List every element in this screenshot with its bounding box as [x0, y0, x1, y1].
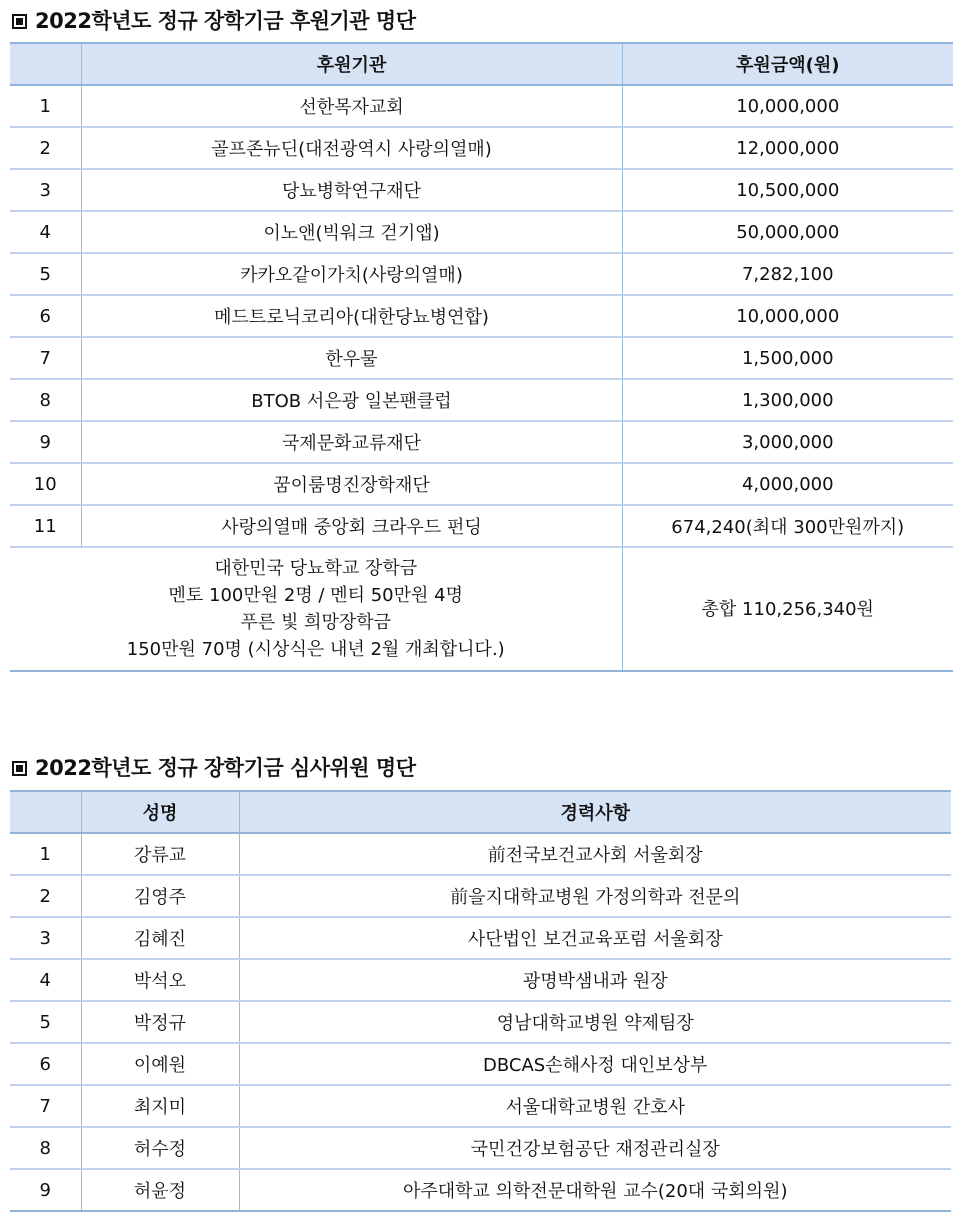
row-number: 2 [10, 127, 81, 169]
sponsor-org: 이노앤(빅워크 걷기앱) [81, 211, 622, 253]
row-number: 9 [10, 1169, 81, 1211]
summary-line: 멘토 100만원 2명 / 멘티 50만원 4명 [168, 585, 463, 606]
row-number: 4 [10, 959, 81, 1001]
sponsor-row [10, 505, 953, 547]
member-name: 박정규 [81, 1001, 239, 1043]
committee-row [10, 833, 951, 875]
member-career: 前전국보건교사회 서울회장 [239, 833, 951, 875]
summary-line: 대한민국 당뇨학교 장학금 [214, 558, 418, 579]
sponsor-org: 국제문화교류재단 [81, 421, 622, 463]
sponsor-org: BTOB 서은광 일본팬클럽 [81, 379, 622, 421]
sponsor-amount: 7,282,100 [622, 253, 953, 295]
sponsor-row [10, 127, 953, 169]
sponsor-amount: 10,500,000 [622, 169, 953, 211]
sponsors-summary-row [10, 547, 953, 671]
member-name: 김혜진 [81, 917, 239, 959]
committee-row [10, 959, 951, 1001]
sponsor-row [10, 295, 953, 337]
member-name: 이예원 [81, 1043, 239, 1085]
header-amount: 후원금액(원) [622, 43, 953, 85]
member-career: 영남대학교병원 약제팀장 [239, 1001, 951, 1043]
sponsor-org: 꿈이룸명진장학재단 [81, 463, 622, 505]
sponsor-amount: 1,500,000 [622, 337, 953, 379]
committee-row [10, 1169, 951, 1211]
row-number: 5 [10, 1001, 81, 1043]
sponsor-row [10, 421, 953, 463]
row-number: 8 [10, 1127, 81, 1169]
summary-line: 150만원 70명 (시상식은 내년 2월 개최합니다.) [126, 639, 505, 660]
row-number: 5 [10, 253, 81, 295]
row-number: 6 [10, 295, 81, 337]
member-career: DBCAS손해사정 대인보상부 [239, 1043, 951, 1085]
row-number: 9 [10, 421, 81, 463]
header-no [10, 791, 81, 833]
sponsor-org: 당뇨병학연구재단 [81, 169, 622, 211]
sponsors-header-row [10, 43, 953, 85]
sponsor-amount: 1,300,000 [622, 379, 953, 421]
committee-row [10, 1085, 951, 1127]
committee-title-text: 2022학년도 정규 장학기금 심사위원 명단 [35, 756, 416, 780]
row-number: 4 [10, 211, 81, 253]
member-name: 허수정 [81, 1127, 239, 1169]
row-number: 7 [10, 1085, 81, 1127]
committee-row [10, 1127, 951, 1169]
row-number: 10 [10, 463, 81, 505]
row-number: 6 [10, 1043, 81, 1085]
committee-row [10, 917, 951, 959]
member-name: 김영주 [81, 875, 239, 917]
member-career: 국민건강보험공단 재정관리실장 [239, 1127, 951, 1169]
member-career: 前을지대학교병원 가정의학과 전문의 [239, 875, 951, 917]
sponsor-org: 선한목자교회 [81, 85, 622, 127]
member-career: 광명박샘내과 원장 [239, 959, 951, 1001]
sponsor-amount: 10,000,000 [622, 85, 953, 127]
sponsor-amount: 12,000,000 [622, 127, 953, 169]
sponsor-org: 사랑의열매 중앙회 크라우드 펀딩 [81, 505, 622, 547]
sponsor-row [10, 211, 953, 253]
sponsor-row [10, 337, 953, 379]
row-number: 11 [10, 505, 81, 547]
sponsor-row [10, 379, 953, 421]
sponsor-amount: 10,000,000 [622, 295, 953, 337]
committee-header-row [10, 791, 951, 833]
sponsor-amount: 674,240(최대 300만원까지) [622, 505, 953, 547]
row-number: 3 [10, 169, 81, 211]
summary-total: 총합 110,256,340원 [622, 547, 953, 671]
committee-table [10, 790, 951, 1212]
sponsor-amount: 3,000,000 [622, 421, 953, 463]
header-org: 후원기관 [81, 43, 622, 85]
row-number: 3 [10, 917, 81, 959]
summary-line: 푸른 빛 희망장학금 [240, 612, 392, 633]
summary-description [10, 547, 622, 671]
square-bullet-icon [12, 761, 27, 776]
sponsor-amount: 50,000,000 [622, 211, 953, 253]
header-career: 경력사항 [239, 791, 951, 833]
row-number: 1 [10, 85, 81, 127]
sponsor-row [10, 169, 953, 211]
row-number: 2 [10, 875, 81, 917]
sponsors-table [10, 42, 953, 672]
sponsors-section-title [12, 5, 415, 35]
member-career: 사단법인 보건교육포럼 서울회장 [239, 917, 951, 959]
sponsor-org: 한우물 [81, 337, 622, 379]
row-number: 8 [10, 379, 81, 421]
committee-section-title [12, 752, 415, 782]
committee-row [10, 875, 951, 917]
row-number: 1 [10, 833, 81, 875]
header-no [10, 43, 81, 85]
square-bullet-icon [12, 14, 27, 29]
sponsor-org: 메드트로닉코리아(대한당뇨병연합) [81, 295, 622, 337]
committee-row [10, 1043, 951, 1085]
sponsor-row [10, 85, 953, 127]
member-name: 최지미 [81, 1085, 239, 1127]
member-name: 박석오 [81, 959, 239, 1001]
sponsor-org: 카카오같이가치(사랑의열매) [81, 253, 622, 295]
member-name: 강류교 [81, 833, 239, 875]
member-career: 아주대학교 의학전문대학원 교수(20대 국회의원) [239, 1169, 951, 1211]
sponsor-org: 골프존뉴딘(대전광역시 사랑의열매) [81, 127, 622, 169]
member-career: 서울대학교병원 간호사 [239, 1085, 951, 1127]
sponsor-row [10, 253, 953, 295]
sponsor-row [10, 463, 953, 505]
member-name: 허윤정 [81, 1169, 239, 1211]
header-name: 성명 [81, 791, 239, 833]
committee-row [10, 1001, 951, 1043]
sponsors-title-text: 2022학년도 정규 장학기금 후원기관 명단 [35, 9, 416, 33]
sponsor-amount: 4,000,000 [622, 463, 953, 505]
row-number: 7 [10, 337, 81, 379]
